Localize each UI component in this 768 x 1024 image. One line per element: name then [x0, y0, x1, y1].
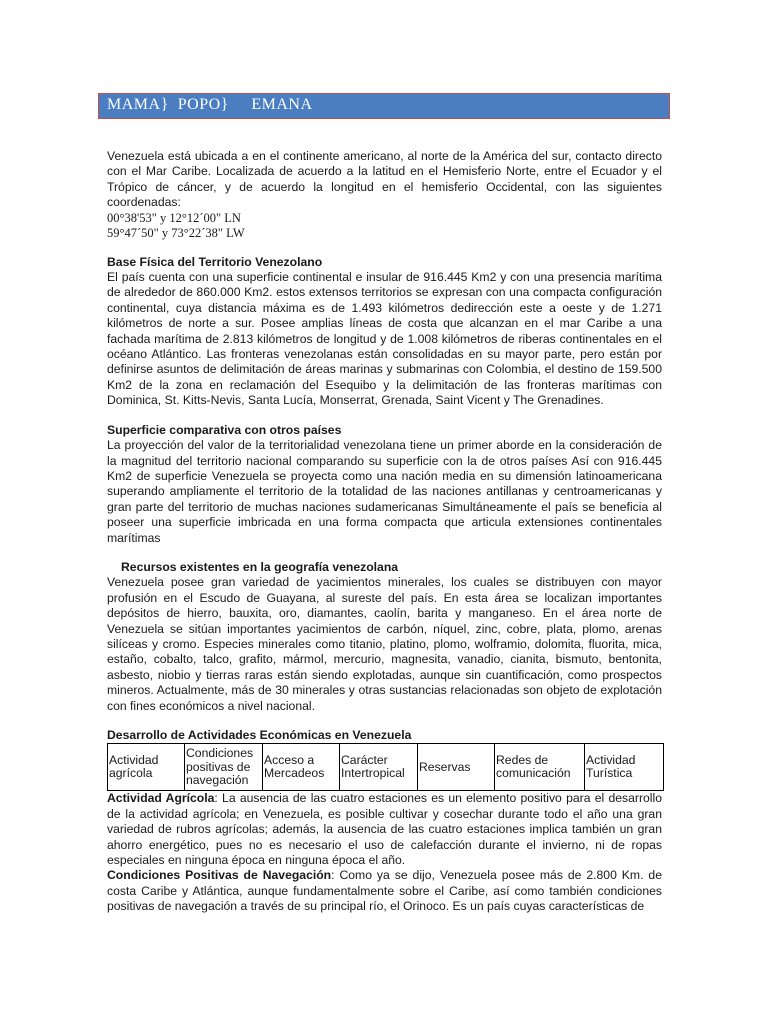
- intro-paragraph: Venezuela está ubicada a en el continente americano, al norte de la América del sur, contacto directo con el Mar Caribe. Localizada de acuerdo a la latitud en el Hemisferio Norte, entre el Ecuador y el Trópico de cáncer, y de acuerdo la longitud en el hemisferio Occidental, con las siguientes coordenadas:: [107, 149, 662, 210]
- section-heading-recursos: Recursos existentes en la geografía venezolana: [121, 559, 399, 574]
- paragraph-text: : La ausencia de las cuatro estaciones es un elemento positivo para el desarrollo de la actividad agrícola; en Venezuela, es posible cultivar y cosechar durante todo el año una gran variedad de rubros agrícolas; además, la ausencia de las cuatro estaciones implica también un gran ahorro energético, pues no es necesario el uso de calefacción durante el invierno, ni de ropas especiales en ninguna época en ninguna época el año.: [107, 791, 662, 868]
- title-banner: [98, 93, 670, 119]
- section-paragraph-base-fisica: El país cuenta con una superficie continental e insular de 916.445 Km2 y con una presencia marítima de alrededor de 860.000 Km2. estos extensos territorios se expresan con una compacta configuración continental, cuya distancia máxima es de 1.493 kilómetros dedirección este a oeste y de 1.271 kilómetros de norte a sur. Posee amplias líneas de costa que alcanzan en el mar Caribe a una fachada marítima de 2.813 kilómetros de longitud y de 1.008 kilómetros de riberas continentales en el océano Atlántico. Las fronteras venezolanas están consolidadas en su mayor parte, pero están por definirse asuntos de delimitación de áreas marinas y submarinas con Colombia, el destino de 159.500 Km2 de la zona en reclamación del Esequibo y la delimitación de las fronteras marítimas con Dominica, St. Kitts-Nevis, Santa Lucía, Monserrat, Grenada, Saint Vicent y The Grenadines.: [107, 270, 662, 408]
- section-heading-superficie: Superficie comparativa con otros países: [107, 422, 342, 437]
- banner-title: MAMA} POPO} EMANA: [107, 96, 313, 113]
- lead-label: Actividad Agrícola: [107, 791, 215, 806]
- section-paragraph-superficie: La proyección del valor de la territorialidad venezolana tiene un primer aborde en la consideración de la magnitud del territorio nacional comparando su superficie con la de otros países Así con 916.445 Km2 de superficie Venezuela se proyecta como una nación media en su dimensión latinoamericana superando ampliamente el territorio de la totalidad de las naciones antillanas y centroamericanas y gran parte del territorio de muchas naciones sudamericanas Simultáneamente el país se beneficia al poseer una superficie imbricada en una forma compacta que articula extensiones continentales marítimas: [107, 438, 662, 545]
- activities-table: [107, 743, 664, 791]
- table-cell: Reservas: [418, 744, 495, 791]
- paragraph-actividad-agricola: [107, 791, 662, 868]
- table-cell: Actividad Turística: [585, 744, 664, 791]
- document-body: [107, 149, 662, 915]
- table-cell: Redes de comunicación: [495, 744, 585, 791]
- table-cell: Acceso a Mercadeos: [263, 744, 340, 791]
- coordinates-line-2: 59°47´50" y 73°22´38" LW: [107, 225, 245, 240]
- table-row: [108, 744, 664, 791]
- paragraph-navegacion: [107, 868, 662, 914]
- section-heading-base-fisica: Base Física del Territorio Venezolano: [107, 254, 323, 269]
- table-cell: Condiciones positivas de navegación: [185, 744, 263, 791]
- coordinates-line-1: 00°38'53" y 12°12´00" LN: [107, 210, 241, 225]
- table-cell: Actividad agrícola: [108, 744, 185, 791]
- table-cell: Carácter Intertropical: [340, 744, 418, 791]
- lead-label: Condiciones Positivas de Navegación: [107, 868, 332, 883]
- paragraph-text: : Como ya se dijo, Venezuela posee más de 2.800 Km. de costa Caribe y Atlántica, aunque fundamentalmente sobre el Caribe, así como también condiciones positivas de navegación a través de su principal río, el Orinoco. Es un país cuyas características de: [107, 868, 662, 914]
- section-paragraph-recursos: Venezuela posee gran variedad de yacimientos minerales, los cuales se distribuyen con mayor profusión en el Escudo de Guayana, al sureste del país. En esta área se localizan importantes depósitos de hierro, bauxita, oro, diamantes, caolín, barita y manganeso. En el área norte de Venezuela se sitúan importantes yacimientos de carbón, níquel, zinc, cobre, plata, plomo, arenas silíceas y cromo. Especies minerales como titanio, platino, plomo, wolframio, dolomita, fluorita, mica, estaño, cobalto, talco, grafito, mármol, mercurio, magnesita, vanadio, cianita, bismuto, bentonita, asbesto, niobio y tierras raras están siendo explotadas, aunque sin cuantificación, como prospectos mineros. Actualmente, más de 30 minerales y otras sustancias relacionadas son objeto de explotación con fines económicos a nivel nacional.: [107, 575, 662, 713]
- section-heading-desarrollo: Desarrollo de Actividades Económicas en Venezuela: [107, 728, 412, 742]
